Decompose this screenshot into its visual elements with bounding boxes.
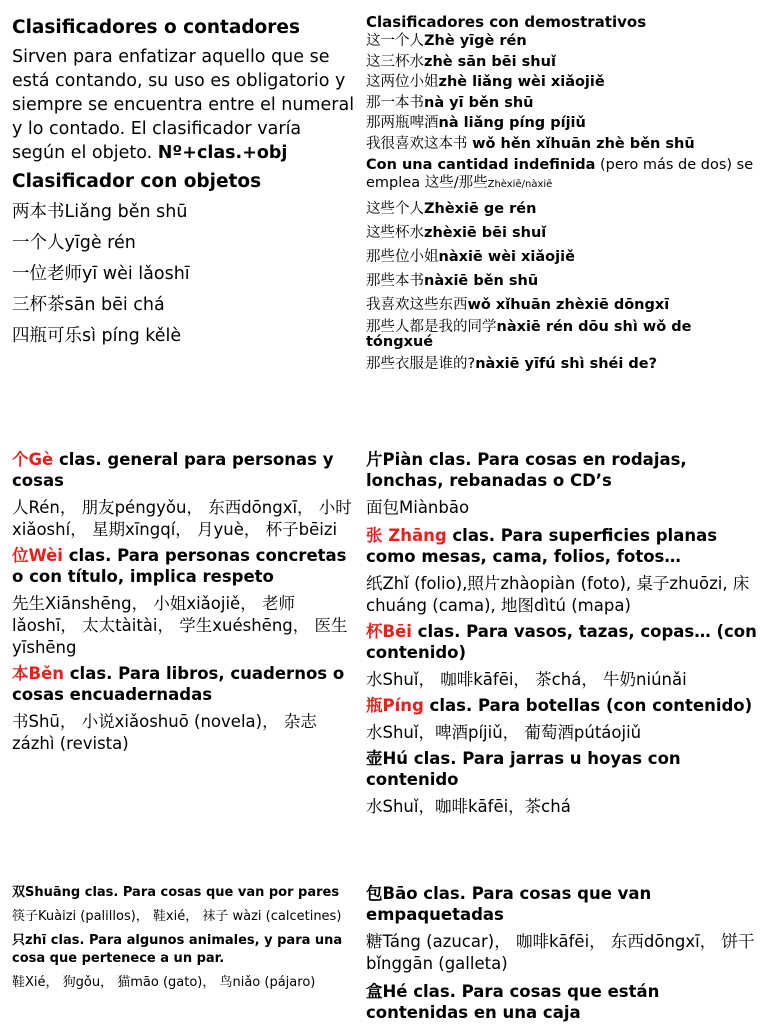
zhi-heading: 只zhī clas. Para algunos animales, y para una cosa que pertenece a un par. xyxy=(12,933,343,966)
intro-text: Sirven para enfatizar aquello que se está contando, su uso es obligatorio y siempre se encuentra entre el numeral y lo contado. El clasificador varía según el objeto. xyxy=(12,47,355,163)
example-line: 三杯茶sān bēi chá xyxy=(12,295,165,315)
demo-line: 我很喜欢这本书 wǒ hěn xǐhuān zhè běn shū xyxy=(366,135,695,152)
demonstrative-list xyxy=(366,31,762,154)
zhang-classifier: 张 Zhāng xyxy=(366,526,447,545)
indef-line: 那些本书nàxiē běn shū xyxy=(366,273,539,289)
indef-line: 那些衣服是谁的?nàxiē yīfú shì shéi de? xyxy=(366,356,658,372)
shuang-examples: 筷子Kuàizi (palillos)， 鞋xié， 袜子 wàzi (calcetines) xyxy=(12,909,342,924)
indefinite-small: Zhèxiē/nàxiē xyxy=(487,179,553,190)
intro-paragraph xyxy=(12,45,358,165)
zhang-heading: 张 Zhāng clas. Para superficies planas como mesas, cama, folios, fotos… xyxy=(366,526,718,566)
formula: Nº+clas.+obj xyxy=(157,143,288,163)
bao-heading: 包Bāo clas. Para cosas que van empaquetadas xyxy=(366,884,652,924)
subtitle-objects: Clasificador con objetos xyxy=(12,171,262,192)
section-ge-wei-ben xyxy=(12,449,358,755)
ping-heading: 瓶Píng clas. Para botellas (con contenido) xyxy=(366,696,753,715)
indef-line: 我喜欢这些东西wǒ xǐhuān zhèxiē dōngxī xyxy=(366,297,670,313)
shuang-heading: 双Shuāng clas. Para cosas que van por pares xyxy=(12,885,340,900)
ben-classifier: 本Běn xyxy=(12,664,65,683)
wei-classifier: 位Wèi xyxy=(12,546,63,565)
indefinite-list xyxy=(366,197,762,376)
zhang-examples: 纸Zhǐ (folio),照片zhàopiàn (foto), 桌子zhuōzi, 床chuáng (cama), 地图dìtú (mapa) xyxy=(366,574,750,615)
ben-examples: 书Shū， 小说xiǎoshuō (novela)， 杂志zázhì (revista) xyxy=(12,712,317,753)
ge-classifier: 个Gè xyxy=(12,450,54,469)
indef-line: 那些人都是我的同学nàxiē rén dōu shì wǒ de tóngxué xyxy=(366,319,692,350)
ping-classifier: 瓶Píng xyxy=(366,696,424,715)
ge-heading: 个Gè clas. general para personas y cosas xyxy=(12,450,334,490)
demonstratives-title: Clasificadores con demostrativos xyxy=(366,13,647,31)
section-shuang-zhi xyxy=(12,884,358,992)
example-line: 四瓶可乐sì píng kělè xyxy=(12,326,182,346)
hu-examples: 水Shuǐ，咖啡kāfēi，茶chá xyxy=(366,797,571,816)
zhi-examples: 鞋Xié， 狗gǒu， 猫māo (gato)， 鸟niǎo (pájaro) xyxy=(12,975,316,990)
example-line: 一个人yīgè rén xyxy=(12,233,136,253)
section-demonstratives xyxy=(366,13,762,376)
pian-examples: 面包Miànbāo xyxy=(366,498,470,517)
ben-heading: 本Běn clas. Para libros, cuadernos o cosas encuadernadas xyxy=(12,664,345,704)
bei-heading: 杯Bēi clas. Para vasos, tazas, copas… (con contenido) xyxy=(366,622,757,662)
bei-classifier: 杯Bēi xyxy=(366,622,412,641)
bei-examples: 水Shuǐ， 咖啡kāfēi， 茶chá， 牛奶niúnǎi xyxy=(366,670,687,689)
he-classifier: 盒Hé xyxy=(366,982,408,1001)
object-examples xyxy=(12,197,358,352)
indefinite-bold: Con una cantidad indefinida xyxy=(366,157,596,173)
ge-examples: 人Rén， 朋友péngyǒu， 东西dōngxī， 小时xiǎoshí， 星期xīngqí， 月yuè， 杯子bēizi xyxy=(12,498,352,539)
indef-line: 那些位小姐nàxiē wèi xiǎojiě xyxy=(366,249,575,265)
demo-line: 这三杯水zhè sān bēi shuǐ xyxy=(366,53,556,70)
example-line: 一位老师yī wèi lǎoshī xyxy=(12,264,190,284)
wei-examples: 先生Xiānshēng， 小姐xiǎojiě， 老师lǎoshī， 太太tàitài， 学生xuéshēng， 医生yīshēng xyxy=(12,594,348,657)
bao-examples: 糖Táng (azucar)， 咖啡kāfēi， 东西dōngxī， 饼干bǐnggān (galleta) xyxy=(366,932,755,973)
demo-line: 那一本书nà yī běn shū xyxy=(366,94,534,111)
pian-heading: 片Piàn clas. Para cosas en rodajas, lonchas, rebanadas o CD’s xyxy=(366,450,687,490)
demo-line: 那两瓶啤酒nà liǎng píng píjiǔ xyxy=(366,115,586,131)
indef-line: 这些个人Zhèxiē ge rén xyxy=(366,201,537,217)
hu-heading: 壶Hú clas. Para jarras u hoyas con contenido xyxy=(366,749,681,789)
page-title: Clasificadores o contadores xyxy=(12,17,300,38)
section-bao-he xyxy=(366,883,762,1023)
he-heading: 盒Hé clas. Para cosas que están contenidas en una caja xyxy=(366,982,660,1022)
section-pian-zhang-bei-ping-hu xyxy=(366,449,762,818)
demo-line: 这一个人Zhè yīgè rén xyxy=(366,33,527,49)
indefinite-note: Con una cantidad indefinida (pero más de dos) se emplea 这些/那些Zhèxiē/nàxiē xyxy=(366,157,754,191)
wei-heading: 位Wèi clas. Para personas concretas o con título, implica respeto xyxy=(12,546,347,586)
ping-examples: 水Shuǐ，啤酒píjiǔ， 葡萄酒pútáojiǔ xyxy=(366,723,642,742)
section-intro xyxy=(12,17,358,352)
indef-line: 这些杯水zhèxiē bēi shuǐ xyxy=(366,225,547,241)
example-line: 两本书Liǎng běn shū xyxy=(12,202,188,222)
demo-line: 这两位小姐zhè liǎng wèi xiǎojiě xyxy=(366,74,605,90)
